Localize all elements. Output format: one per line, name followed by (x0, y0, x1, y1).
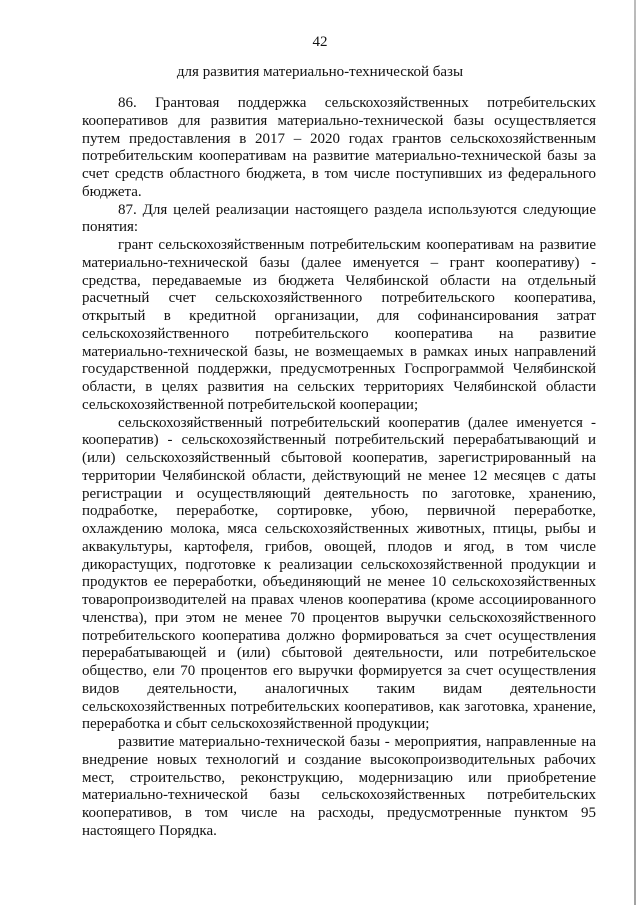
definition-grant: грант сельскохозяйственным потребительским кооперативам на развитие материально-технической базы (далее именуется – грант кооперативу) - средства, передаваемые из бюджета Челябинской области на отдельный расчетный счет сельскохозяйственного потребительского кооператива, открытый в кредитной организации, для софинансирования затрат сельскохозяйственного потребительского кооператива на развитие материально-технической базы, не возмещаемых в рамках иных направлений государственной поддержки, предусмотренных Госпрограммой Челябинской области, в целях развития на сельских территориях Челябинской области сельскохозяйственной потребительской кооперации; (82, 237, 596, 413)
section-title-continuation: для развития материально-технической базы (176, 64, 464, 80)
definition-cooperative: сельскохозяйственный потребительский кооператив (далее именуется - кооператив) - сельскохозяйственный потребительский перерабатывающий и (или) сельскохозяйственный сбытовой кооператив, зарегистрированный на территории Челябинской области, действующий не менее 12 месяцев с даты регистрации и осуществляющий деятельность по заготовке, хранению, подработке, переработке, сортировке, убою, первичной переработке, охлаждению молока, мяса сельскохозяйственных животных, птицы, рыбы и аквакультуры, картофеля, грибов, овощей, плодов и ягод, в том числе дикорастущих, подготовке к реализации сельскохозяйственной продукции и продуктов ее переработки, объединяющий не менее 10 сельскохозяйственных товаропроизводителей на правах членов кооператива (кроме ассоциированного членства), при этом не менее 70 процентов выручки сельскохозяйственного потребительского кооператива должно формироваться за счет осуществления перерабатывающей и (или) сбытовой деятельности, или потребительское общество, ели 70 процентов его выручки формируется за счет осуществления видов деятельности, аналогичных таким видам деятельности сельскохозяйственных потребительских кооперативов, как заготовка, хранение, переработка и сбыт сельскохозяйственной продукции; (82, 414, 596, 733)
document-body (82, 95, 596, 841)
paragraph-87: 87. Для целей реализации настоящего раздела используются следующие понятия: (82, 201, 596, 236)
scan-edge-line (634, 0, 636, 905)
definition-development: развитие материально-технической базы - мероприятия, направленные на внедрение новых технологий и создание высокопроизводительных рабочих мест, строительство, реконструкцию, модернизацию или приобретение материально-технической базы сельскохозяйственных потребительских кооперативов, в том числе на расходы, предусмотренные пунктом 95 настоящего Порядка. (82, 734, 596, 839)
page-number: 42 (312, 34, 328, 50)
paragraph-86: 86. Грантовая поддержка сельскохозяйственных потребительских кооперативов для развития материально-технической базы осуществляется путем предоставления в 2017 – 2020 годах грантов сельскохозяйственным потребительским кооперативам на развитие материально-технической базы за счет средств областного бюджета, в том числе поступивших из федерального бюджета. (82, 95, 596, 200)
